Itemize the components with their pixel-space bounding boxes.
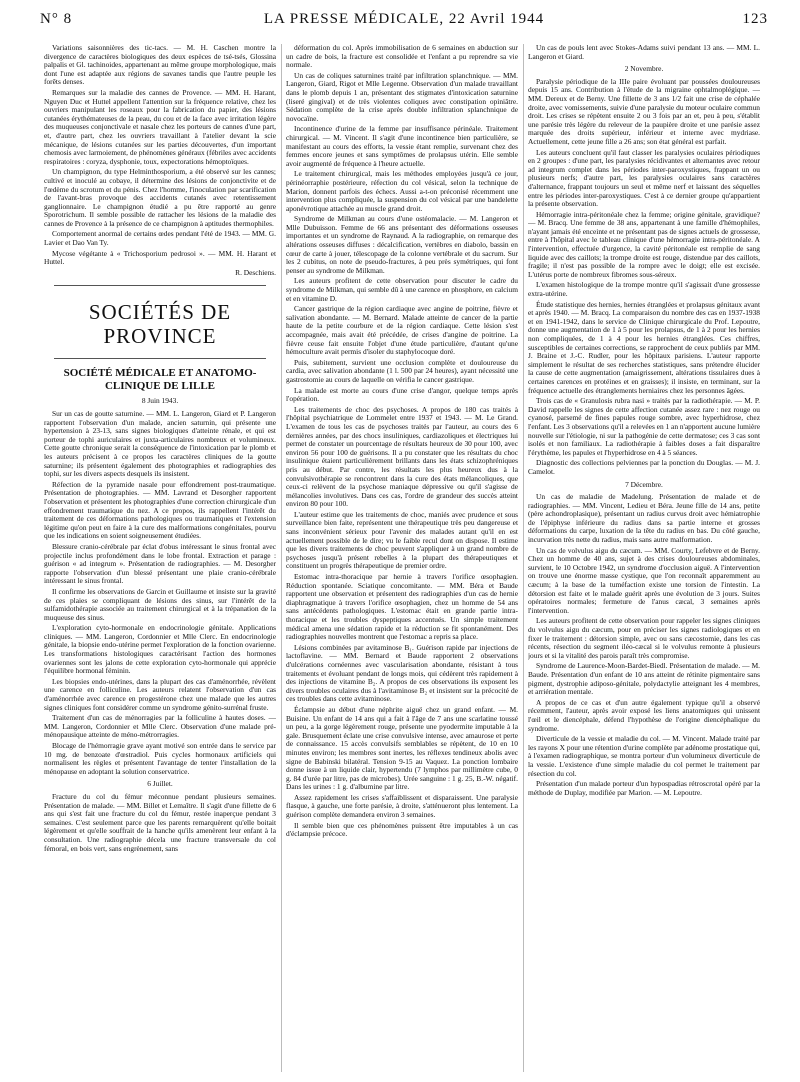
article-paragraph: Variations saisonnières des tic-tacs. — M. H. Caschen montre la divergence de caractères biologiques des deux espèces de tsé-tsés, Glossina palpalis et Gl. tachinoides, appartenant au même groupe morphologique, mais dont l'une est adaptée aux régions de savanes tandis que l'autre peuple les forêts denses. (44, 44, 276, 87)
article-paragraph: Les biopsies endo-utérines, dans la plupart des cas d'aménorrhée, révèlent une carence en folliculine. Les auteurs relatent l'observation d'un cas d'aménorrhée avec carence en progestérone chez une malade que les autres signes cliniques font considérer comme un syndrome génito-surrénal fruste. (44, 676, 276, 712)
issue-number: N° 8 (40, 11, 73, 27)
article-paragraph: Un cas de volvulus aigu du cæcum. — MM. Courty, Lefebvre et de Berny. Chez un homme de 40 ans, sujet à des crises douloureuses abdominales, survient, le 10 Octobre 1942, un syndrome d'occlusion aiguë. A l'intervention on trouve une énorme masse cystique, que l'on reconnaît apparemment au cæcum; à la base de la tuméfaction existe une torsion de l'intestin. La détorsion est faite et le malade guérit après une évolution de 3 jours. Suites opératoires normales; fermeture de l'anus cæcal, 3 semaines après l'intervention. (528, 545, 760, 615)
column-rule-1 (281, 44, 282, 1072)
column-3 (528, 44, 760, 1072)
article-paragraph: Diverticule de la vessie et maladie du col. — M. Vincent. Malade traité par les rayons X pour une rétention d'urine complète par adénome prostatique qui, à l'examen radiographique, se montra porteur d'un volumineux diverticule de la vessie. L'existence d'une simple maladie du col permet le traitement par résection du col. (528, 734, 760, 778)
article-paragraph: Lésions combinées par avitaminose B₁. Guérison rapide par injections de lactoflavine. — MM. Bernard et Baude rapportent 2 observations d'ulcérations cornéennes avec vascularisation abondante, résistant à tous traitements et évoluant pendant de longs mois, qui cédèrent très rapidement à des injections de vitamine B₂. A propos de ces observations ils exposent les divers troubles oculaires dus à l'avitaminose B₂ et insistent sur la précocité de ces troubles dans cette avitaminose. (286, 642, 518, 704)
session-date: 7 Décembre. (625, 479, 663, 489)
article-paragraph: Les auteurs concluent qu'il faut classer les paralysies oculaires périodiques en 2 groupes : d'une part, les paralysies récidivantes et alternantes avec retour ad integrum complet dans les périodes inter-paroxystiques, frappant un ou plusieurs nerfs; d'autre part, les paralysies oculaires sans caractères d'alternance, frappant toujours un seul et même nerf et laissant des séquelles entre les périodes inter-paroxystiques. C'est à ce dernier groupe qu'appartient la présente observation. (528, 147, 760, 209)
article-paragraph: Blessure cranio-cérébrale par éclat d'obus intéressant le sinus frontal avec projectile inclus profondément dans le lobe frontal. Extraction et parage : guérison « ad integrum ». Présentation de radiographies. — M. Desorgher rapporte l'observation d'un blessé présentant une plaie cranio-cérébrale intéressant le sinus frontal. (44, 541, 276, 586)
column-rule-2 (523, 44, 524, 1072)
session-date: 2 Novembre. (624, 64, 664, 74)
article-paragraph: La malade est morte au cours d'une crise d'angor, quelque temps après l'opération. (286, 385, 518, 404)
section-divider (54, 285, 266, 286)
page-number: 123 (742, 11, 768, 27)
article-paragraph: Cancer gastrique de la région cardiaque avec angine de poitrine, fièvre et salivation abondante. — M. Bernard. Malade atteinte de cancer de la partie haute de la petite courbure et de la région cardiaque. Cette lésion s'est accompagnée, mais avait été précédée, de crises d'angine de poitrine. La fièvre ceuse fait ensuite l'objet d'une étude particulière, d'autant qu'une hémoculture avait permis d'isoler du staphylocoque doré. (286, 304, 518, 357)
article-paragraph: Puis, subitement, survient une occlusion complète et douloureuse du cardia, avec salivation abondante (1 l. 500 par 24 heures), ayant nécessité une gastrostomie au cours de laquelle on vérifia le cancer gastrique. (286, 357, 518, 384)
section-title: SOCIÉTÉS DE PROVINCE (88, 300, 232, 349)
article-paragraph: A propos de ce cas et d'un autre également typique qu'il a observé récemment, l'auteur, après avoir exposé les liens anatomiques qui unissent l'œil et le diencéphale, défend l'hypothèse de l'origine diencéphalique du syndrome. (528, 697, 760, 733)
article-paragraph: Blocage de l'hémorragie grave ayant motivé son entrée dans le service par 10 mg. de benzoate d'œstradiol. Puis cycles hormonaux artificiels qui normalisent les règles et présentent l'avantage de tenter l'installation de la ménopause en adoptant la solution conservatrice. (44, 741, 276, 776)
article-paragraph: Sur un cas de goutte saturnine. — MM. L. Langeron, Giard et P. Langeron rapportent l'observation d'un malade, ancien saturnin, qui présente une hypertension à 23-13, sans signes biologiques d'atteinte rénale, et qui est porteur de tophi auriculaires et juxta-articulaires nombreux et volumineux. Cette goutte chronique serait la conséquence de l'intoxication par le plomb et les auteurs précisent à ce propos les caractères cliniques de la goutte saturnine; ils présentent également des photographies et radiographies des tophi, sur les divers aspects desquels ils insistent. (44, 409, 276, 479)
article-paragraph: Étude statistique des hernies, hernies étranglées et prolapsus génitaux avant et après 1940. — M. Bracq. La comparaison du nombre des cas en 1937-1938 et en 1941-1942, dans le service de Clinique chirurgicale du Prof. Lepoutre, donne une augmentation de 1 à 5 pour les prolapsus, de 1 à 2 pour les hernies non compliquées, de 1 à 4 pour les hernies étranglées. Ces chiffres, susceptibles de certaines corrections, se rapprochent de ceux publiés par MM. J. Braine et J.-C. Rudler, pour les hôpitaux parisiens. L'auteur rapporte simplement le résultat de ses recherches statistiques, sans prétendre élucider la cause de cette augmentation (amaigrissement, altérations tissulaires dues à certaines carences en protéines et en graisses); il insiste, en terminant, sur la fréquence actuelle des étranglements herniaires chez les personnes âgées. (528, 299, 760, 395)
article-paragraph: Estomac intra-thoracique par hernie à travers l'orifice œsophagien. Réduction spontanée. Sciatique concomitante. — MM. Béra et Baude rapportent une observation et présentent des radiographies d'un cas de hernie diaphragmatique à travers l'orifice œsophagien, chez un homme de 54 ans sans antécédents pathologiques. L'estomac était en grande partie intra-thoracique et les troubles dyspeptiques accentués. Un simple traitement médical amena une sédation rapide et la réduction se fit spontanément. Des radiographies nouvelles montrent que l'estomac a repris sa place. (286, 572, 518, 642)
session-date: 6 Juillet. (147, 779, 173, 789)
article-paragraph: Trois cas de « Granulosis rubra nasi » traités par la radiothérapie. — M. P. David rappelle les signes de cette affection cutanée assez rare : nez rouge ou cyanosé, parsemé de fines papules rouge sombre, avec hyperhidrose, chez l'enfant. Les 3 observations qu'il a relevées en 1 an n'apportent aucune lumière nouvelle sur l'étiologie, ni sur la pathogénie de cette dermatose; ces 3 cas sont isolés et non familiaux. La radiothérapie à faibles doses a fait disparaître l'érythème, les papules et l'hyperhidrose en 4 à 5 séances. (528, 396, 760, 457)
article-paragraph: Réfection de la pyramide nasale pour effondrement post-traumatique. Présentation de photographies. — MM. Lavrand et Desorgher rapportent l'observation et présentent les photographies d'une correction chirurgicale d'un effondrement traumatique du nez. A ce propos, ils rappellent l'intérêt du traitement de ces déformations pathologiques ou traumatiques et l'extension légitime qu'on peut en faire à la cure des malformations congénitales, pourvu que les indications en soient soigneusement étudiées. (44, 479, 276, 541)
article-paragraph: Les traitements de choc des psychoses. A propos de 180 cas traités à l'hôpital psychiatrique de Lommelet entre 1937 et 1943. — M. Le Grand. L'examen de tous les cas de psychoses traités par l'auteur, au cours des 6 dernières années, par des chocs insuliniques, cardiazoliques et électriques lui permet de constater un pourcentage de résultats heureux de 30 pour 100, avec environ 56 pour 100 de guérisons. Il a pu constater que les résultats du choc insulinique étaient particulièrement brillants dans les états schizophréniques pris au début. Par contre, les résultats les plus heureux dus à la convulsivothérapie se rencontrent dans la cure des états mélancoliques, que ceux-ci relèvent de la psychose maniaque dépressive ou qu'il s'agisse de mélancolies involutives. Dans ces cas, l'ordre de grandeur des succès atteint environ 80 pour 100. (286, 404, 518, 509)
session-date: 8 Juin 1943. (141, 396, 179, 406)
page-header (40, 9, 768, 33)
article-paragraph: Mycose végétante à « Trichosporium pedrosoi ». — MM. H. Harant et Huttel. (44, 248, 276, 267)
article-paragraph: Assez rapidement les crises s'affaiblissent et disparaissent. Une paralysie flasque, à gauche, une forte parésie, à droite, s'atténueront plus lentement. La guérison complète demandera environ 3 semaines. (286, 792, 518, 820)
article-paragraph: L'examen histologique de la trompe montre qu'il s'agissait d'une grossesse extra-utérine. (528, 280, 760, 299)
article-paragraph: L'exploration cyto-hormonale en endocrinologie génitale. Applications cliniques. — MM. Langeron, Cordonnier et Mlle Clerc. En endocrinologie génitale, la biopsie endo-utérine permet l'exploration de la fonction ovarienne. Les transformations histologiques caractérisant l'action des hormones ovariennes sont les jalons de cette exploration cyto-hormonale qui apprécie l'équilibre hormonal féminin. (44, 623, 276, 676)
article-paragraph: Syndrome de Milkman au cours d'une ostéomalacie. — M. Langeron et Mlle Dubuisson. Femme de 66 ans présentant des déformations osseuses importantes et un syndrome de Raynaud. A la radiographie, on remarque des altérations osseuses diffuses : décalcification, vertèbres en diabolo, bassin en cœur de carte à jouer, télescopage de la colonne vertébrale et du sacrum. Sur les 2 cubitus, on note de pseudo-fractures, à peu près symétriques, qui font penser au syndrome de Milkman. (286, 214, 518, 275)
article-paragraph: Paralysie périodique de la IIIe paire évoluant par poussées douloureuses depuis 15 ans. Contribution à l'étude de la migraine ophtalmoplégique. — MM. Dereux et de Berny. Une fillette de 3 ans 1/2 fait une crise de céphalée droite, avec vomissements, suivie d'une paralysie du moteur oculaire commun droit. Les crises se répètent ensuite 2 ou 3 fois par an et, peu à peu, s'établit une parésie très légère du releveur de la paupière droite et une parésie assez marquée des droits supérieur, inférieur et interne avec mydriase. Actuellement, cette jeune fille a 26 ans; son état général est parfait. (528, 76, 760, 146)
article-paragraph: Diagnostic des collections pelviennes par la ponction du Douglas. — M. J. Camelot. (528, 458, 760, 476)
article-paragraph: Les auteurs profitent de cette observation pour rappeler les signes cliniques du volvulus aigu du cæcum, pour en préciser les signes radiologiques et en fixer le traitement : détorsion simple, avec ou sans cæcostomie, dans les cas récents, résection du segment iléo-cæcal si le volvulus remonte à plusieurs jours et si la vitalité des parois paraît très compromise. (528, 616, 760, 660)
section-divider (54, 358, 266, 359)
article-paragraph: Le traitement chirurgical, mais les méthodes employées jusqu'à ce jour, périnéorraphie postérieure, réfection du col vésical, selon la technique de Marion, donnent parfois des échecs. Aussi a-t-on préconisé récemment une intervention plus compliquée, la suspension du col vésical par une bandelette aponévrotique attachée au muscle grand droit. (286, 169, 518, 213)
article-paragraph: Un cas de maladie de Madelung. Présentation de malade et de radiographies. — MM. Vincent, Ledieu et Béra. Jeune fille de 14 ans, petite (père achondroplasique), présentant un radius curvus droit avec hémiatrophie de l'épiphyse inférieure du radius dans sa partie interne et grosses déformations du carpe, luxation de la tête du radius en bas. Du côté gauche, incurvation très nette du radius, mais sans autre malformation. (528, 492, 760, 545)
article-paragraph: Syndrome de Laurence-Moon-Bardet-Biedl. Présentation de malade. — M. Baude. Présentation d'un enfant de 10 ans atteint de rétinite pigmentaire sans pigment, dystrophie adiposo-génitale, polydactylie atteignant les 4 membres, et arriération mentale. (528, 661, 760, 697)
article-paragraph: Remarques sur la maladie des cannes de Provence. — MM. H. Harant, Nguyen Duc et Huttel appellent l'attention sur la fréquence relative, chez les ouvriers manipulant les roseaux pour la fabrication du papier, des lésions cutanées érythémateuses de la peau, du cou et de la face avec irritation légère des muqueuses conjonctivale et nasale chez les porteurs de cannes d'une part, et, d'autre part, chez les ouvriers travaillant à l'atelier devant la scie mécanique, de lésions cutanées sur les parties découvertes, d'un important chemosis avec larmoiement, de phénomènes généraux (fébriles avec accidents respiratoires : coryza, dysphonie, toux, expectorations hémoptoïques. (44, 87, 276, 166)
article-paragraph: Présentation d'un malade porteur d'un hypospadias rétroscrotal opéré par la méthode de Duplay, modifiée par Marion. — M. Lepoutre. (528, 779, 760, 797)
article-paragraph: Éclampsie au début d'une néphrite aiguë chez un grand enfant. — M. Buisine. Un enfant de 14 ans qui a fait à l'âge de 7 ans une scarlatine toussé un peu, a la gorge légèrement rouge, présente une pyodermite imputable à la gale. Brusquement éclate une crise convulsive intense, avec amaurose et perte de connaissance. 15 accès convulsifs semblables se répètent, de 10 en 10 minutes environ; les membres sont inertes, les réflexes tendineux abolis avec signe de Babinski bilatéral. Tension 9-15 au Vaquez. La ponction lombaire donne issue à un liquide clair, hypertendu (7 lymphos par millimètre cube, 0 g. 84 d'urée par litre, pas de microbes). Urée sanguine : 1 g. 25, B.-W. négatif. Dans les urines : 1 g. d'albumine par litre. (286, 704, 518, 792)
article-paragraph: Fracture du col du fémur méconnue pendant plusieurs semaines. Présentation de malade. — MM. Billet et Lemaître. Il s'agit d'une fillette de 6 ans qui s'est fait une fracture du col du fémur, restée inaperçue pendant 3 semaines. C'est seulement parce que les parents remarquèrent qu'elle boitait légèrement et qu'elle souffrait de la hanche qu'ils amenèrent leur enfant à la consultation. Une radiographie décela une fracture transversale du col fémoral, en bois vert, sans engrènement, sans (44, 791, 276, 853)
article-paragraph: Incontinence d'urine de la femme par insuffisance périnéale. Traitement chirurgical. — M. Vincent. Il s'agit d'une incontinence bien particulière, se manifestant au cours des efforts, la vessie étant remplie, survenant chez des femmes encore jeunes et sans symptômes de prolapsus utérin. Elle semble avoir augmenté de fréquence à l'heure actuelle. (286, 124, 518, 168)
journal-title: LA PRESSE MÉDICALE, 22 Avril 1944 (263, 11, 545, 27)
article-paragraph: Un cas de coliques saturnines traité par infiltration splanchnique. — MM. Langeron, Giard, Rigot et Mlle Legenne. Observation d'un malade travaillant dans le plomb depuis 1 an, présentant des stigmates d'intoxication saturnine (liseré gingival) et de très violentes coliques avec constipation opiniâtre. Sédation complète de la crise après double infiltration splanchnique de novocaïne. (286, 70, 518, 123)
author-signature: R. Deschiens. (235, 267, 276, 277)
article-paragraph: Les auteurs profitent de cette observation pour discuter le cadre du syndrome de Milkman, qui semble dû à une carence en phosphore, en calcium et en vitamine D. (286, 276, 518, 303)
article-paragraph: déformation du col. Après immobilisation de 6 semaines en abduction sur un cadre de bois, la fracture est consolidée et l'enfant a pu reprendre sa vie normale. (286, 44, 518, 70)
article-paragraph: Comportement anormal de certains œdes pendant l'été de 1943. — MM. G. Lavier et Dao Van Ty. (44, 229, 276, 248)
article-paragraph: Il confirme les observations de Garcin et Guillaume et insiste sur la gravité de ces plaies se compliquant de lésions des sinus, sur l'intérêt de la sulfamidothérapie associée au traitement chirurgical et à la trépanation de la muqueuse des sinus. (44, 586, 276, 622)
article-paragraph: Un champignon, du type Helminthosporium, a été observé sur les cannes; cultivé et inoculé au cobaye, il détermine des lésions de conjonctivite et de l'œdème du scrotum et du pénis. Chez l'homme, l'inoculation par scarification de l'avant-bras provoque des accidents cutanés avec retentissement ganglionnaire. Le champignon étudié a pu être rapporté au genre Sporotrichum. Il semble possible de rattacher les lésions de la maladie des cannes de Provence à la présence de ce champignon à aptitudes thermophiles. (44, 167, 276, 228)
column-1 (44, 44, 276, 1072)
article-paragraph: L'auteur estime que les traitements de choc, maniés avec prudence et sous surveillance bien faite, représentent une thérapeutique très peu dangereuse et sans inconvénient sérieux pour l'avenir des malades autant qu'il en est actuellement possible de le dire; vu le faible recul dont on dispose. Il estime que les divers traitements de choc peuvent s'appliquer à un grand nombre de psychoses jusqu'à présent rebelles à la plupart des thérapeutiques et constituent un progrès thérapeutique de premier ordre. (286, 509, 518, 571)
column-2 (286, 44, 518, 1072)
society-heading: SOCIÉTÉ MÉDICALE ET ANATOMO-CLINIQUE DE LILLE (63, 367, 257, 393)
article-paragraph: Un cas de pouls lent avec Stokes-Adams suivi pendant 13 ans. — MM. L. Langeron et Giard. (528, 44, 760, 61)
article-paragraph: Traitement d'un cas de ménorragies par la folliculine à hautes doses. — MM. Langeron, Cordonnier et Mlle Clerc. Observation d'une malade pré-ménopausique atteinte de méno-métrorragies. (44, 713, 276, 740)
article-paragraph: Hémorragie intra-péritonéale chez la femme; origine génitale, gravidique? — M. Bracq. Une femme de 38 ans, appartenant à une famille d'hémophiles, n'ayant jamais été enceinte et ne présentant pas de signes actuels de grossesse, entre à l'hôpital avec le tableau clinique d'une hémorragie intra-péritonéale. A l'intervention, effectuée d'urgence, la cavité péritonéale est remplie de sang liquide avec des caillots; la trompe droite est rouge, distendue par des caillots, fragile; il n'est pas possible de la rompre avec le doigt; elle est excisée. L'utérus porte de nombreux fibromes sous-séreux. (528, 209, 760, 279)
article-paragraph: Il semble bien que ces phénomènes puissent être imputables à un cas d'éclampsie précoce. (286, 820, 518, 839)
